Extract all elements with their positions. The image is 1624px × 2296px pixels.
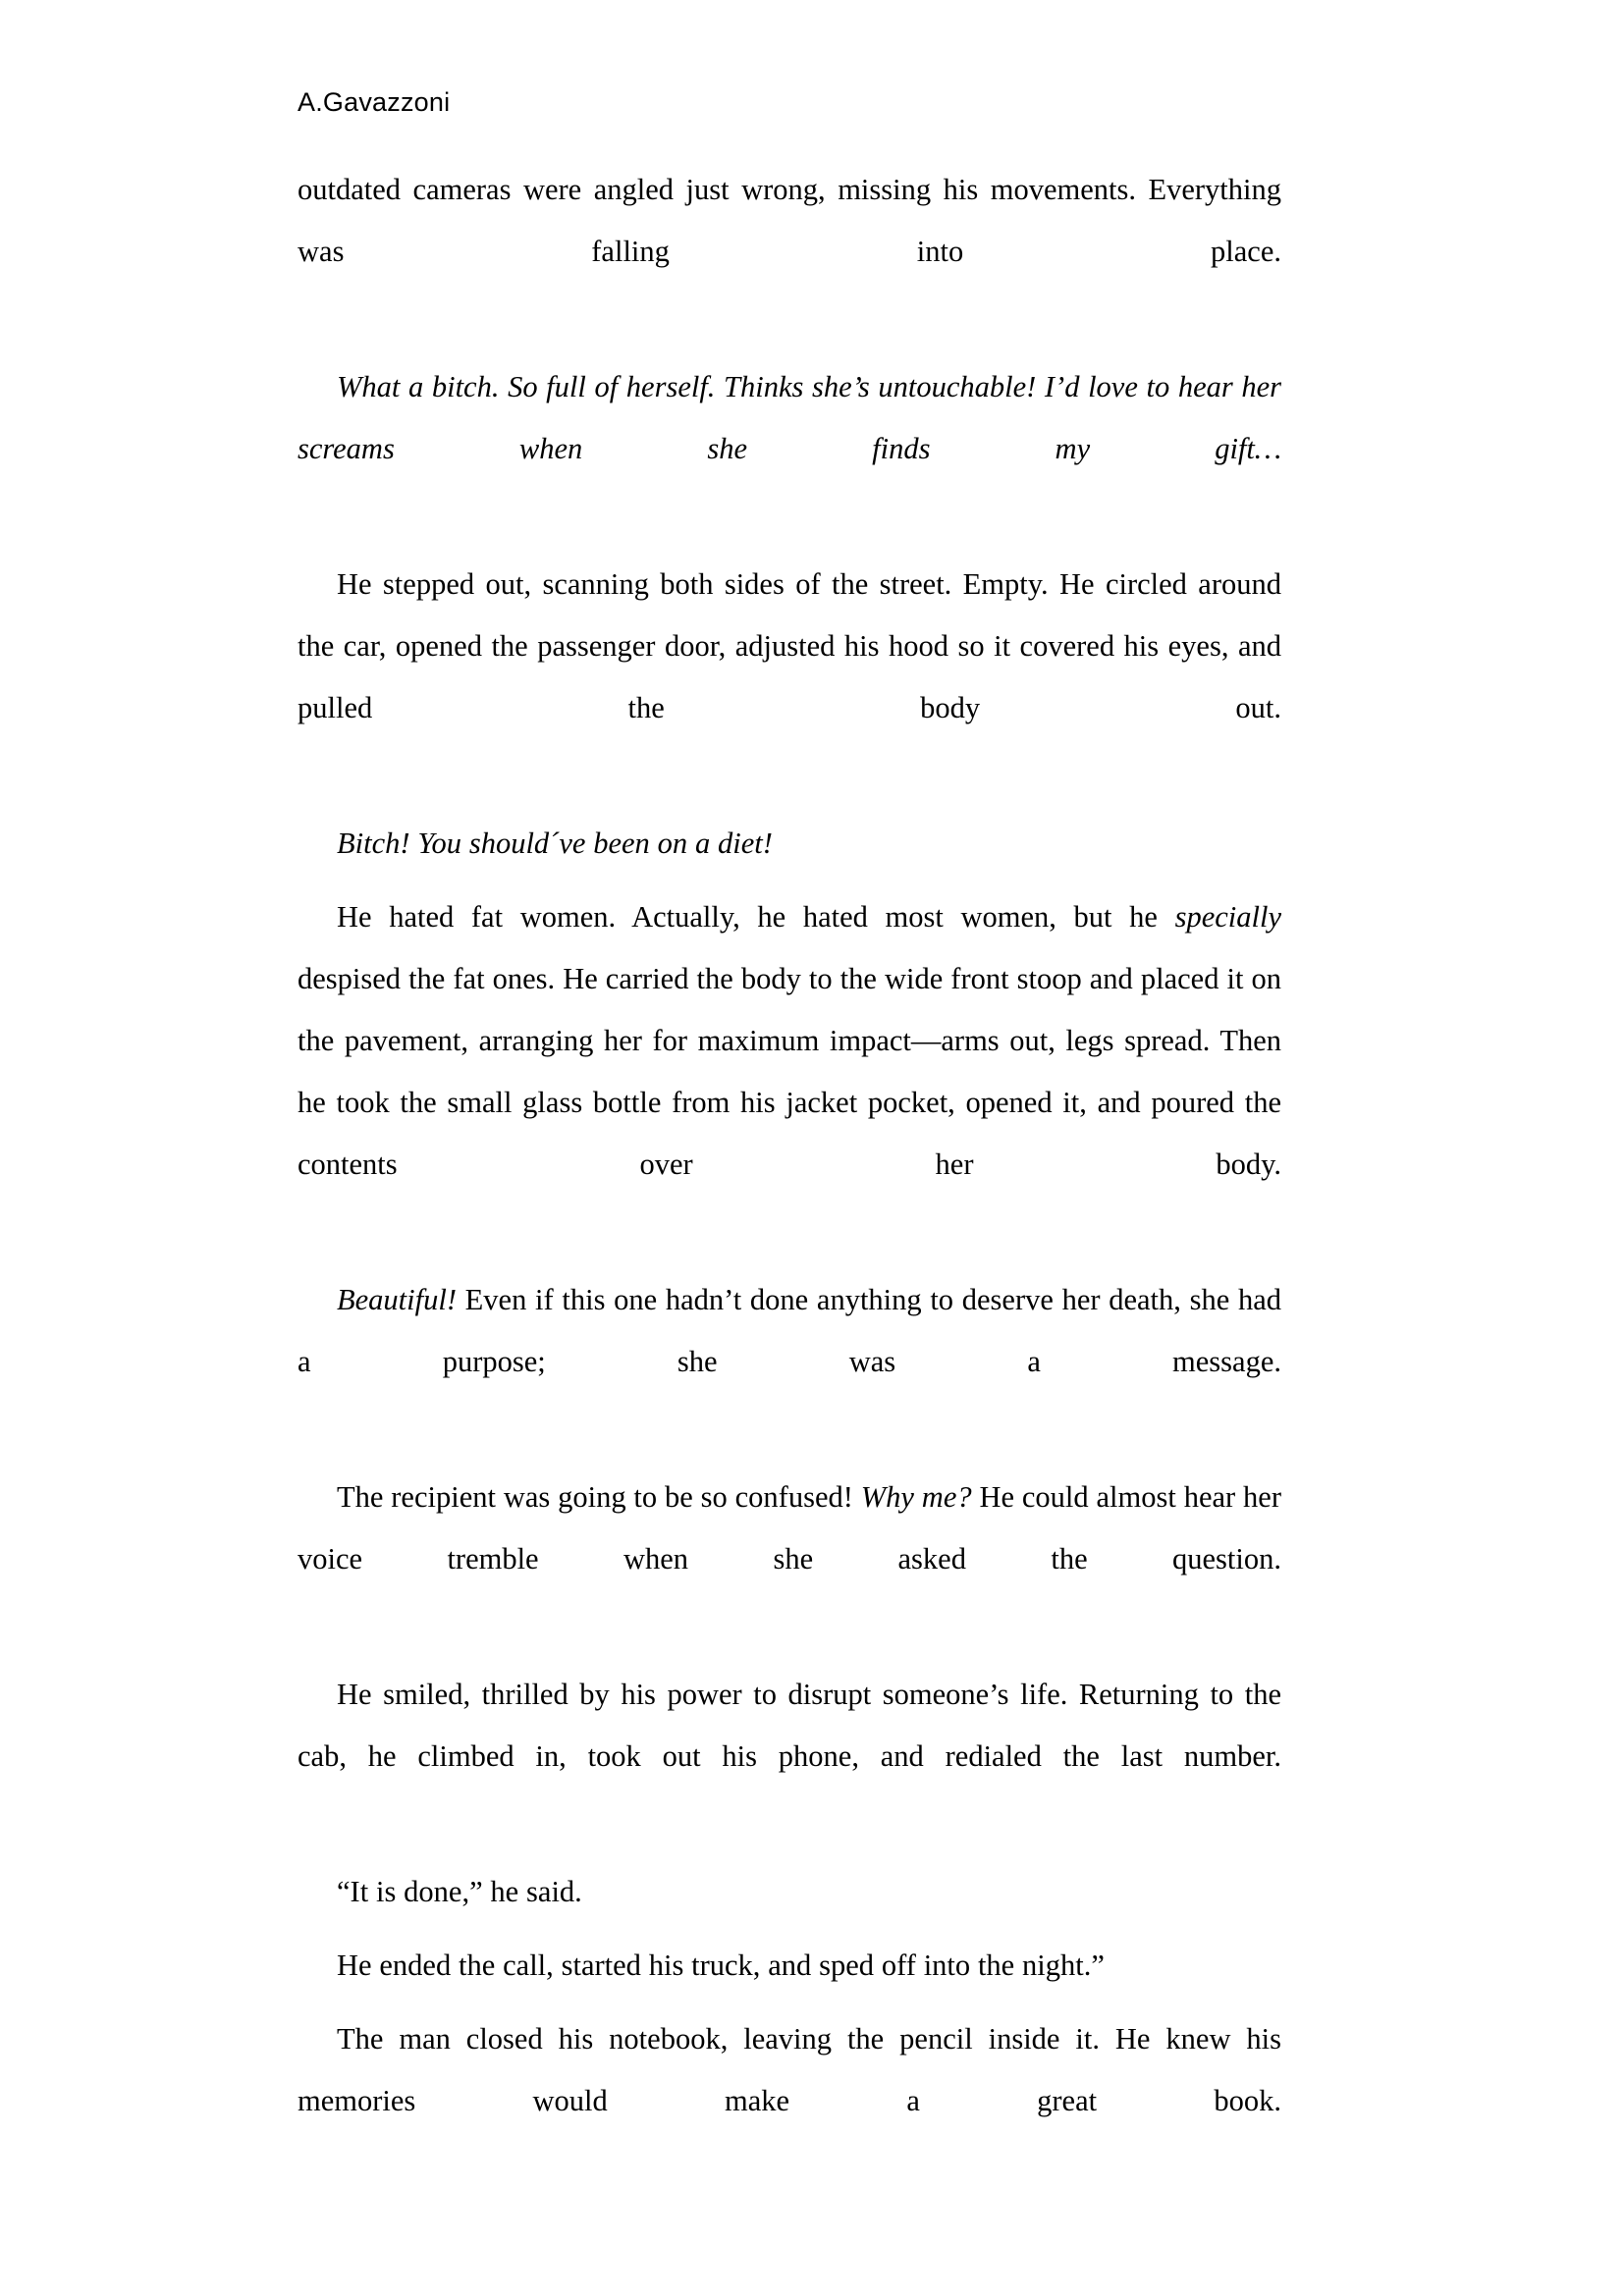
paragraph-run-before: The recipient was going to be so confused! [337,1480,861,1514]
paragraph-p3 [298,554,1281,801]
paragraph-p6 [298,1269,1281,1455]
paragraph-p7 [298,1467,1281,1652]
paragraph-text: The man closed his notebook, leaving the pencil inside it. He knew his memories would make a great book. [298,2022,1281,2117]
paragraph-p8 [298,1664,1281,1849]
paragraph-text: He stepped out, scanning both sides of the street. Empty. He circled around the car, opened the passenger door, adjusted his hood so it covered his eyes, and pulled the body out. [298,567,1281,724]
paragraph-run-after: despised the fat ones. He carried the body to the wide front stoop and placed it on the pavement, arranging her for maximum impact—arms out, legs spread. Then he took the small glass bottle from his jacket pocket, opened it, and poured the contents over her body. [298,962,1281,1181]
paragraph-run-after: He could almost hear her voice tremble when she asked the question. [298,1480,1281,1575]
paragraph-p10 [298,1935,1281,1997]
paragraph-run-italic: specially [1174,900,1281,934]
paragraph-text: “It is done,” he said. [337,1875,582,1908]
body-text-column [298,159,1281,2206]
running-head-author: A.Gavazzoni [298,87,451,117]
paragraph-p4 [298,813,1281,875]
paragraph-text: outdated cameras were angled just wrong, missing his movements. Everything was falling into place. [298,173,1281,268]
paragraph-text: Bitch! You should´ve been on a diet! [337,827,773,860]
paragraph-p9 [298,1861,1281,1923]
paragraph-p2 [298,356,1281,542]
paragraph-p1 [298,159,1281,345]
paragraph-run-italic: Beautiful! [337,1283,457,1316]
paragraph-text: What a bitch. So full of herself. Thinks she’s untouchable! I’d love to hear her screams when she finds my gift… [298,370,1281,465]
paragraph-run-before: He hated fat women. Actually, he hated most women, but he [337,900,1175,934]
paragraph-p5 [298,886,1281,1257]
paragraph-text: He ended the call, started his truck, and sped off into the night.” [337,1949,1105,1982]
paragraph-run-after: Even if this one hadn’t done anything to deserve her death, she had a purpose; she was a message. [298,1283,1281,1378]
paragraph-text: He smiled, thrilled by his power to disrupt someone’s life. Returning to the cab, he climbed in, took out his phone, and redialed the last number. [298,1678,1281,1773]
paragraph-p11 [298,2008,1281,2194]
paragraph-run-italic: Why me? [860,1480,972,1514]
